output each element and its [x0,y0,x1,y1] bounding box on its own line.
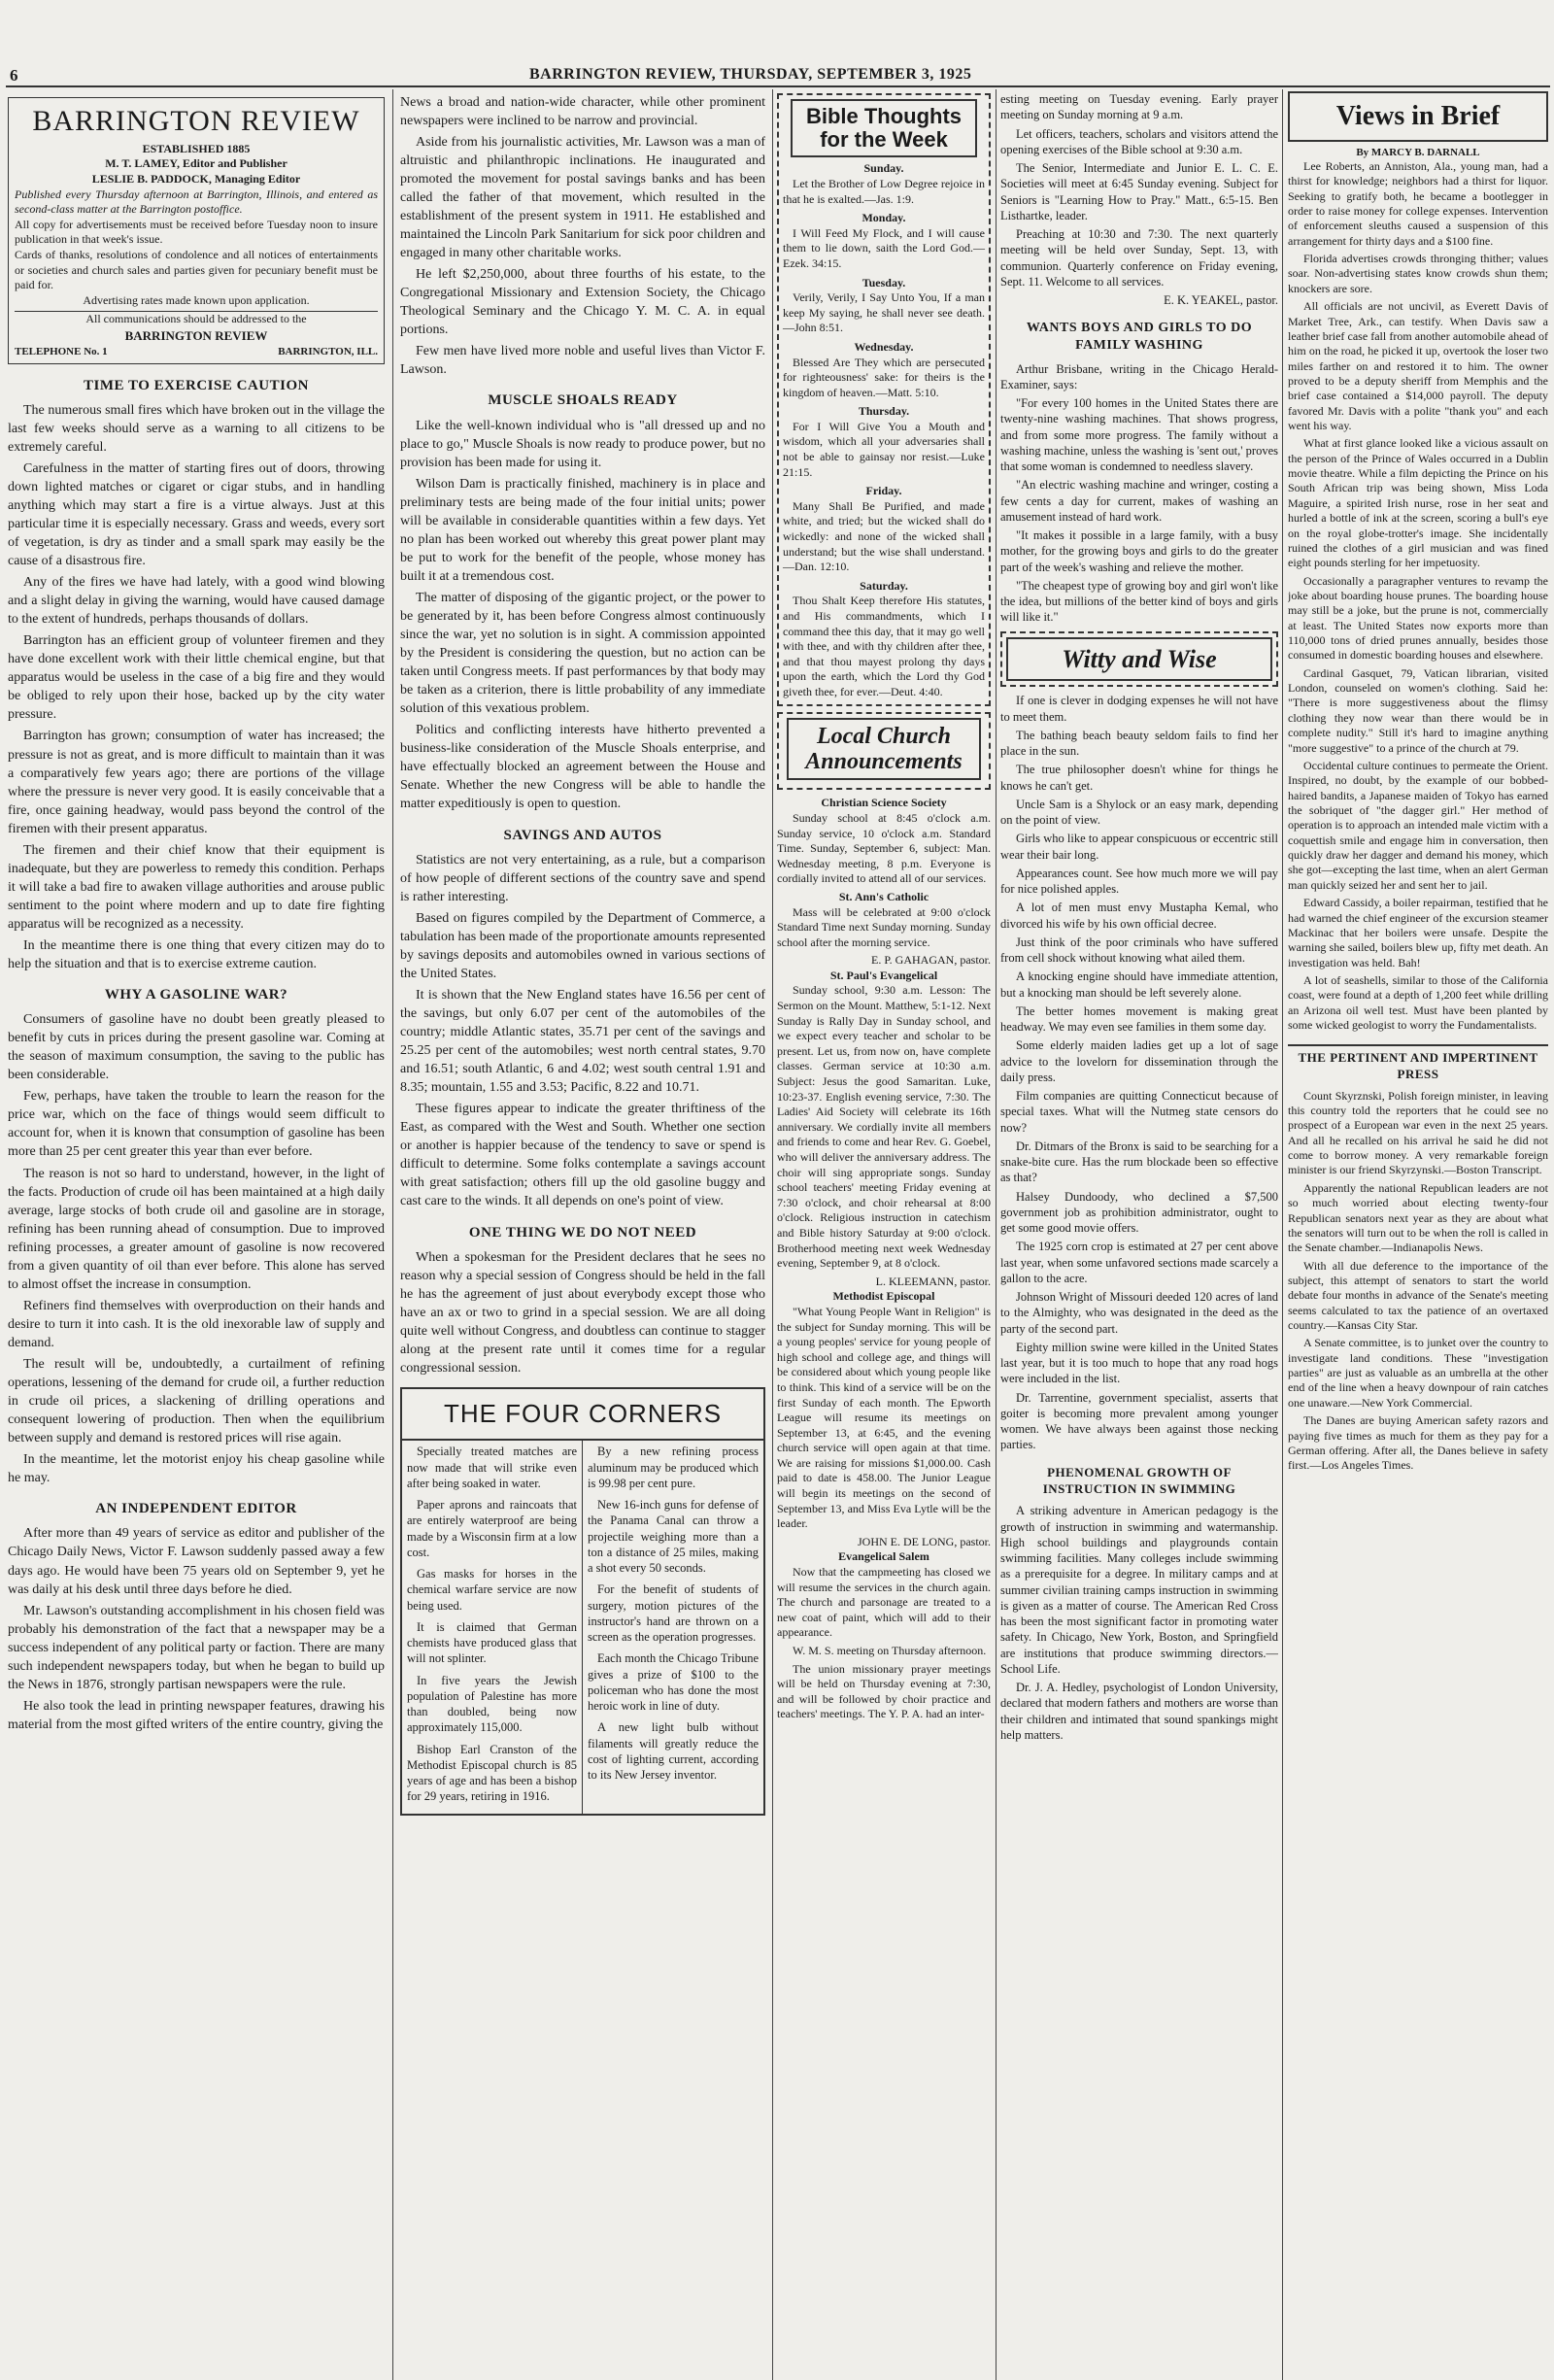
church-text: Sunday school at 8:45 o'clock a.m. Sunday service, 10 o'clock a.m. Standard Time. Sunday, September 6, subject: Man. Wednesday meeting, 8 p.m. Everyone is cordially invited to attend all of our services. [777,810,991,886]
witty-item: The bathing beach beauty seldom fails to find her place in the sun. [1000,728,1278,759]
article-paragraph: "It makes it possible in a large family, with a busy mother, for the growing boys and girls to do the greater part of the week's washing and relieve the mother. [1000,528,1278,574]
column-rule [392,89,393,2380]
article-paragraph: Statistics are not very entertaining, as a rule, but a comparison of how people of different sections of the country save and spend is rather interesting. [400,852,765,904]
article-paragraph: In the meantime, let the motorist enjoy his cheap gasoline while he may. [8,1451,385,1486]
column-5 [1288,91,1548,2380]
church-name: St. Ann's Catholic [838,889,929,903]
article-headline: MUSCLE SHOALS READY [488,392,678,409]
article-paragraph: "An electric washing machine and wringer, costing a few cents a day for current, makes of washing an amusement instead of hard work. [1000,478,1278,524]
header-rule [6,85,1550,87]
page-number: 6 [10,66,18,85]
masthead-title: BARRINGTON REVIEW [32,105,360,137]
column-4 [1000,91,1278,2380]
article-paragraph: Arthur Brisbane, writing in the Chicago Herald-Examiner, says: [1000,361,1278,391]
four-corners-item: New 16-inch guns for defense of the Panama Canal can throw a projectile weighing more than a ton a distance of 25 miles, making a shot every 50 seconds. [588,1498,759,1576]
masthead-rates: Advertising rates made known upon application. [83,292,310,307]
bible-day: Tuesday. [861,275,906,289]
article-paragraph: The matter of disposing of the gigantic project, or the power to be generated by it, has been before Congress almost continuously since the war, yet no solution is in sight. A commission appointed by the President is considering the question, but no action can be taken until Congress meets. If past performances by that body may be taken as a criterion, there is little probability of any immediate solution of this vexatious problem. [400,591,765,717]
bible-day: Wednesday. [854,339,914,354]
views-title-box [1288,91,1548,142]
four-corners-item: Specially treated matches are now made that will strike even after being soaked in water. [407,1445,577,1490]
article-paragraph: Mr. Lawson's outstanding accomplishment in his chosen field was probably his demonstration of the fact that a newspaper may be a success independent of any political party or faction. There are many such independent newspapers today, but when he began to build up the News in 1876, strongly partisan newspapers were the rule. [8,1603,385,1692]
article-paragraph: The reason is not so hard to understand, however, in the light of the facts. Production of crude oil has been maintained at a high daily average, large stocks of both crude oil and gasoline are in storage, refining has been running ahead of consumption. Due to improved refining processes, a greater amount of gasoline is now recovered from a given quantity of oil than ever before. This alone has served to almost offset the increase in consumption. [8,1166,385,1292]
article-paragraph: Dr. J. A. Hedley, psychologist of London University, declared that modern fathers and mothers are worse than their children and intimated that sound spankings might help matters. [1000,1681,1278,1742]
bible-day: Monday. [861,211,906,225]
article-paragraph: Cardinal Gasquet, 79, Vatican librarian, visited London, counseled on women's clothing. Said he: "There is more suggestiveness about the flimsy clothing they now wear than there would be in complete nudity." Still it's hard to imagine anything "more suggestive" to a prince of the church at 79. [1288,665,1548,755]
article-headline: PHENOMENAL GROWTH OF INSTRUCTION IN SWIMMING [1042,1464,1236,1496]
witty-item: Johnson Wright of Missouri deeded 120 acres of land to the Almighty, who was designated in the deed as the party of the second part. [1000,1290,1278,1336]
masthead-communications: All communications should be addressed to the [15,311,378,327]
article-paragraph: He left $2,250,000, about three fourths of his estate, to the Congregational Missionary and Extension Society, the Chicago Theological Seminary and the Chicago Y. M. C. A. in equal portions. [400,267,765,338]
church-signature: E. K. YEAKEL, pastor. [1164,293,1278,307]
witty-item: Appearances count. See how much more we will pay for nice polished apples. [1000,866,1278,897]
four-corners-title: THE FOUR CORNERS [402,1389,763,1441]
witty-item: The true philosopher doesn't whine for things he knows he can't get. [1000,763,1278,793]
witty-item: If one is clever in dodging expenses he will not have to meet them. [1000,694,1278,724]
article-paragraph: News a broad and nation-wide character, while other prominent newspapers were inclined to be narrow and provincial. [400,95,765,129]
church-signature: L. KLEEMANN, pastor. [875,1274,991,1288]
article-paragraph: The Senior, Intermediate and Junior E. L. C. E. Societies will meet at 6:45 Sunday evening. Subject for Seniors is "Learning How to Pray." Matt., 6:5-15. Ben Listhartke, leader. [1000,161,1278,222]
four-corners-item: Bishop Earl Cranston of the Methodist Episcopal church is 85 years of age and has been a bishop for 29 years, retiring in 1916. [407,1742,577,1804]
column-3 [777,93,991,2380]
article-paragraph: A lot of seashells, similar to those of the California coast, were found at a depth of 1,200 feet while drilling an Arizona oil well test. Must have been planted by some wicked geologist to worry the Fundamentalists. [1288,972,1548,1033]
article-paragraph: Lee Roberts, an Anniston, Ala., young man, had a thirst for knowledge; neighbors had a thirst for liquor. Seeking to gratify both, he became a bootlegger in order to raise money for college expenses. Intervention of enforcement sleuths caused a suspension of this arrangement for thirty days and a $100 fine. [1288,158,1548,248]
article-paragraph: A striking adventure in American pedagogy is the growth of instruction in swimming and watermanship. High school buildings and playgrounds contain swimming facilities. Many colleges include swimming as a prerequisite for a degree. In military camps and at summer civilian training camps instruction in swimming is given as a matter of course. The American Red Cross has been the most significant factor in promoting water safety. In Chicago, New York, Boston, and Springfield are institutions that produce swimming directors.—School Life. [1000,1504,1278,1676]
bible-day: Friday. [865,484,902,498]
article-headline: TIME TO EXERCISE CAUTION [84,377,309,393]
bible-verse: Let the Brother of Low Degree rejoice in that he is exalted.—Jas. 1:9. [783,176,985,206]
four-corners-item: For the benefit of students of surgery, motion pictures of the instructor's hand are thrown on a screen as the operation progresses. [588,1582,759,1645]
masthead-box [8,97,385,364]
article-paragraph: "For every 100 homes in the United States there are twenty-nine washing machines. That shows progress, and from some more progress. The family without a washing machine, unless the washing is 'sent out,' proves that some woman is condemned to needless slavery. [1000,396,1278,474]
article-paragraph: Few men have lived more noble and useful lives than Victor F. Lawson. [400,344,765,378]
article-paragraph: Edward Cassidy, a boiler repairman, testified that he had warned the chief engineer of the excursion steamer Mackinac that her boilers were unsafe. Despite the warning she sailed, boilers blew up, fifty met death. An investigation was held. Bah! [1288,896,1548,969]
church-name: Methodist Episcopal [832,1289,935,1304]
masthead-established: ESTABLISHED 1885 [142,141,251,155]
witty-item: Eighty million swine were killed in the United States last year, but it is too much to hope that any road hogs were included in the list. [1000,1340,1278,1386]
bible-verse: For I Will Give You a Mouth and wisdom, which all your adversaries shall not be able to gainsay nor resist.—Luke 21:15. [783,419,985,479]
article-paragraph: These figures appear to indicate the greater thriftiness of the East, as compared with the West and South. Whether one section or another is happier because of the tendency to save or spend is difficult to determine. Some folks contemplate a savings account with great satisfaction; others fill up the old gasoline buggy and cast care to the winds. It all depends on one's point of view. [400,1102,765,1209]
article-paragraph: Carefulness in the matter of starting fires out of doors, throwing down lighted matches or cigaret or cigar stubs, and in handling anything which may start a fire is a virtue always. Just at this particular time it is especially necessary. Grass and weeds, every sort of vegetation, is dry as tinder and a small spark may easily be the cause of a disastrous fire. [8,461,385,569]
article-paragraph: Count Skyrznski, Polish foreign minister, in leaving this country told the reporters that he could see no prospect of a European war even in the next 25 years. And all he recalled on his arrival he said he did not come to borrow money. A very remarkable foreign minister is our friend Skyrzynski.—Boston Transcript. [1288,1088,1548,1177]
column-2 [400,93,765,2380]
masthead-managing-editor: LESLIE B. PADDOCK, Managing Editor [91,171,301,186]
witty-list [1000,693,1278,1452]
article-paragraph: In the meantime there is one thing that every citizen may do to help the situation and that is to exercise extreme caution. [8,937,385,971]
bible-day: Thursday. [858,404,910,419]
article-paragraph: Florida advertises crowds thronging thither; values soar. Non-advertising states know crowds shun them; knockers are sore. [1288,252,1548,295]
article-paragraph: A Senate committee, is to junket over the country to investigate land conditions. These "investigation parties" are just as valuable as an umbrella at the other end of the line when a heavy downpour of rain catches one unaware.—New York Commercial. [1288,1336,1548,1410]
article-paragraph: The firemen and their chief know that their equipment is inadequate, but they are powerless to remedy this condition. Perhaps it will take a bad fire to awaken village authorities and arouse public sentiment to the point where modern and up to date fire fighting apparatus will be recognized as a necessity. [8,842,385,932]
article-paragraph: Based on figures compiled by the Department of Commerce, a tabulation has been made of the proportionate amounts represented by savings deposits and automobiles owned in various sections of the United States. [400,911,765,982]
church-text: Now that the campmeeting has closed we will resume the services in the church again. The church and parsonage are treated to a new coat of paint, which will add to their appearance. [777,1565,991,1640]
four-corners-item: Gas masks for horses in the chemical warfare service are now being used. [407,1567,577,1613]
witty-wise-box [1000,631,1278,688]
column-rule [1282,89,1283,2380]
article-headline: THE PERTINENT AND IMPERTINENT PRESS [1288,1044,1548,1082]
article-paragraph: Let officers, teachers, scholars and visitors attend the opening exercises of the Bible school at 9:30 a.m. [1000,126,1278,156]
column-rule [772,89,773,2380]
witty-item: Halsey Dundoody, who declined a $7,500 government job as prohibition administrator, ought to get some good movie offers. [1000,1189,1278,1236]
article-paragraph: When a spokesman for the President declares that he sees no reason why a special session of Congress should be held in the fall he has the agreement of just about everybody except those who have an ax or two to grind in a special session. We are all doing quite well without Congress, and doubtless can continue to stagger along at the present rate until it comes time for a regular congressional session. [400,1249,765,1377]
witty-wise-title: Witty and Wise [1062,644,1217,673]
article-paragraph: Consumers of gasoline have no doubt been greatly pleased to benefit by cuts in prices during the present gasoline war. Coming at the season of maximum consumption, the saving to the public has been considerable. [8,1012,385,1083]
witty-item: A lot of men must envy Mustapha Kemal, who divorced his wife by his own official decree. [1000,901,1278,931]
article-paragraph: Barrington has grown; consumption of water has increased; the pressure is not as great, and is more difficult to maintain than it was a comparatively few years ago; there are portions of the village where the pressure is never very good. It is easily conceivable that a fire, once gaining headway, would pass beyond the control of the firemen with their present apparatus. [8,729,385,836]
views-title: Views in Brief [1335,101,1501,131]
church-signature: JOHN E. DE LONG, pastor. [858,1534,991,1548]
article-paragraph: What at first glance looked like a vicious assault on the person of the Prince of Wales occurred in a Dublin movie theatre. While a film depicting the Prince on his South African trip was being shown, Miss Loda Maguire, a spirited Irish nurse, rose in her seat and hurled a bottle of ink at the screen, scoring a bull's eye on the royal globe-trotter's image. She incidentally ruined the clothes of a girl musician and was fined eight pounds sterling for her impetuosity. [1288,436,1548,570]
masthead-publication-info: Published every Thursday afternoon at Barrington, Illinois, and entered as second-class matter at the Barrington postoffice. [15,187,378,217]
four-corners-item: Paper aprons and raincoats that are entirely waterproof are being made by a Wisconsin firm at a low cost. [407,1498,577,1559]
article-paragraph: The result will be, undoubtedly, a curtailment of refining operations, lessening of the demand for crude oil, a further reduction in crude oil prices, a slackening of drilling operations and consequent lowering of production. Then when the equilibrium between supply and demand is restored prices will rise again. [8,1356,385,1445]
church-text: "What Young People Want in Religion" is the subject for Sunday morning. This will be a young peoples' service for young people of high school and college age, and things will be considered about which young people like to think. This kind of a service will be on the first Sunday of each month. The Epworth League will resume its meetings on September 13, at 6:45, and the evening church service will open again at that time. We are raising for missions $1,000.00. Cash paid to date is 458.00. The Junior League will begin its meetings on the second of September 13, and Miss Eva Lytle will be the leader. [777,1304,991,1531]
article-paragraph: esting meeting on Tuesday evening. Early prayer meeting on Sunday morning at 9 a.m. [1000,92,1278,122]
article-paragraph: Like the well-known individual who is "all dressed up and no place to go," Muscle Shoals is now ready to produce power, but no provision has been made for using it. [400,418,765,470]
witty-item: Just think of the poor criminals who have suffered from cell shock without knowing what ailed them. [1000,935,1278,966]
bible-thoughts-box [777,93,991,706]
witty-item: Uncle Sam is a Shylock or an easy mark, depending on the point of view. [1000,797,1278,828]
four-corners-box [400,1387,765,1816]
article-paragraph: Barrington has an efficient group of volunteer firemen and they have done excellent work with their little chemical engine, but that apparatus would be useless in the case of a big fire and they would be obliged to rely upon their hose, backed up by the city water pressure. [8,633,385,723]
article-paragraph: The Danes are buying American safety razors and paying five times as much for them as they pay for a German offering. After all, the Danes believe in safety first.—Los Angeles Times. [1288,1413,1548,1473]
bible-day: Sunday. [863,161,904,176]
bible-thoughts-title: Bible Thoughts for the Week [805,104,963,153]
article-headline: WHY A GASOLINE WAR? [104,986,288,1003]
bible-verse: Verily, Verily, I Say Unto You, If a man keep My saying, he shall never see death.—John 8:51. [783,290,985,335]
witty-item: Girls who like to appear conspicuous or eccentric still wear their bair long. [1000,832,1278,862]
article-paragraph: Preaching at 10:30 and 7:30. The next quarterly meeting will be held over Sunday, Sept. 13, with communion. Quarterly conference on Friday evening, Sept. 11. Welcome to all services. [1000,227,1278,289]
article-headline: AN INDEPENDENT EDITOR [95,1501,297,1517]
article-paragraph: Any of the fires we have had lately, with a good wind blowing and a slight delay in giving the warning, would have caused damage to the extent of hundreds, perhaps thousands of dollars. [8,575,385,628]
bible-days-list [783,161,985,699]
church-title: Local Church Announcements [805,723,963,774]
article-paragraph: Politics and conflicting interests have hitherto prevented a business-like consideration of the Muscle Shoals enterprise, and have effectually blocked an agreement between the House and Senate. Whether the new Congress will be able to handle the matter expeditiously is open to question. [400,723,765,812]
article-headline: ONE THING WE DO NOT NEED [468,1224,697,1241]
four-corners-item: In five years the Jewish population of Palestine has more than doubled, being now approximately 115,000. [407,1673,577,1735]
four-corners-item: Each month the Chicago Tribune gives a prize of $100 to the policeman who has done the most heroic work in line of duty. [588,1651,759,1714]
article-paragraph: Aside from his journalistic activities, Mr. Lawson was a man of altruistic and philanthropic inclinations. He inaugurated and promoted the movement for postal savings banks and has been called the father of that movement, which resulted in the establishment of the present system in 1911. He established and maintained the Lincoln Park Sanitarium for sick poor children and engaged in many other charitable works. [400,135,765,261]
article-paragraph: The numerous small fires which have broken out in the village the last few weeks should serve as a warning to all citizens to be extremely careful. [8,402,385,455]
church-signature: E. P. GAHAGAN, pastor. [871,953,991,968]
four-corners-left [402,1441,583,1813]
witty-item: Dr. Ditmars of the Bronx is said to be searching for a snake-bite cure. Has the rum blockade been so effective as that? [1000,1139,1278,1185]
four-corners-item: By a new refining process aluminum may be produced which is 99.98 per cent pure. [588,1445,759,1490]
bible-day: Saturday. [860,578,908,593]
masthead-contact-row [15,345,378,359]
article-paragraph: All officials are not uncivil, as Everett Davis of Market Tree, Ark., can testify. When Davis saw a leather brief case fall from another automobile ahead of him on the road, he picked it up, overtook the loser two miles farther on and restored it to him. The owner proved to be a deputy sheriff from Memphis and the brief case contained a $14,000 payroll. The deputy favored Mr. Davis with a polite "thank you" and each went his way. [1288,299,1548,433]
masthead-address-name: BARRINGTON REVIEW [124,327,268,343]
masthead-copy-deadline: All copy for advertisements must be received before Tuesday noon to insure publication in that week's issue. [15,217,378,247]
witty-item: Dr. Tarrentine, government specialist, asserts that goiter is becoming more prevalent among younger women. We have always been against those necking parties. [1000,1390,1278,1452]
article-paragraph: "The cheapest type of growing boy and girl won't like the idea, but millions of the better kind of boys and girls will like it." [1000,578,1278,625]
column-rule [996,89,997,2380]
article-paragraph: With all due deference to the importance of the subject, this attempt of senators to start the world debate four months in advance of the Senate's meeting seems calculated to tax the patience of an overtaxed country.—Kansas City Star. [1288,1258,1548,1333]
witty-item: Film companies are quitting Connecticut because of special taxes. What will the Nutmeg state censors do now? [1000,1089,1278,1135]
church-box [777,712,991,791]
bible-verse: Blessed Are They which are persecuted for righteousness' sake: for theirs is the kingdom of heaven.—Matt. 5:10. [783,355,985,399]
church-title-box [787,718,981,781]
church-text: Sunday school, 9:30 a.m. Lesson: The Sermon on the Mount. Matthew, 5:1-12. Next Sunday is Rally Day in Sunday school, and we expect every teacher and scholar to be present. Let us, from now on, have complete classes. German service at 10:30 a.m. Subject: Jesus the good Samaritan. Luke, 10:23-37. English evening service, 7:30. The Ladies' Aid Society will celebrate its 16th anniversary. We cordially invite all members and friends to come and hear Rev. G. Goebel, who will deliver the anniversary address. The choir will sing appropriate songs. Sunday school teachers' meeting Friday evening at 7:30 o'clock, and choir rehearsal at 8:00 o'clock. Religious instruction in catechism and Bible history Saturday at 9:00 o'clock. Brotherhood meeting next week Wednesday evening, September 9, at 8 o'clock. [777,983,991,1271]
bible-verse: Many Shall Be Purified, and made white, and tried; but the wicked shall do wickedly: and none of the wicked shall understand; but the wise shall understand.—Dan. 12:10. [783,498,985,574]
witty-item: Some elderly maiden ladies get up a lot of sage advice to the lovelorn for dissemination through the daily press. [1000,1038,1278,1084]
article-paragraph: He also took the lead in printing newspaper features, drawing his material from the most gifted writers of the entire country, giving the [8,1698,385,1732]
running-head: BARRINGTON REVIEW, THURSDAY, SEPTEMBER 3, 1925 [529,66,972,83]
church-text: Mass will be celebrated at 9:00 o'clock Standard Time next Sunday morning. Sunday school after the morning service. [777,904,991,949]
article-paragraph: Few, perhaps, have taken the trouble to learn the reason for the price war, which on the face of things would seem difficult to account for, when it is known that consumption of gasoline has been more than 25 per cent greater this year than ever before. [8,1089,385,1160]
article-headline: SAVINGS AND AUTOS [503,827,662,843]
masthead-notices: Cards of thanks, resolutions of condolence and all notices of entertainments or societies and church sales and parties given for pecuniary benefit must be paid for. [15,247,378,292]
witty-wise-title-box [1006,637,1272,682]
views-byline: By MARCY B. DARNALL [1356,146,1480,158]
masthead-telephone: TELEPHONE No. 1 [15,345,108,357]
four-corners-item: A new light bulb without filaments will greatly reduce the cost of lighting current, according to its New Jersey inventor. [588,1720,759,1783]
article-paragraph: Refiners find themselves with overproduction on their hands and desire to turn it into cash. It is the old inexorable law of supply and demand. [8,1298,385,1350]
article-paragraph: After more than 49 years of service as editor and publisher of the Chicago Daily News, Victor F. Lawson suddenly passed away a few days ago. He would have been 75 years old on September 9, yet he was daily at his desk until three days before he died. [8,1526,385,1597]
article-headline: WANTS BOYS AND GIRLS TO DO FAMILY WASHING [1026,321,1253,354]
witty-item: The 1925 corn crop is estimated at 27 per cent above last year, when some unfavored sections made scarcely a gallon to the acre. [1000,1240,1278,1285]
bible-verse: I Will Feed My Flock, and I will cause them to lie down, saith the Lord God.—Ezek. 34:15. [783,225,985,270]
church-text: The union missionary prayer meetings will be held on Thursday evening at 7:30, and will be followed by choir practice and teachers' meetings. The Y. P. A. had an inter- [777,1661,991,1721]
article-paragraph: Occidental culture continues to permeate the Orient. Inspired, no doubt, by the example of our bobbed-haired bandits, a Japanese maiden of Tokyo has earned the sobriquet of "the dagger girl." Her method of operation is to approach an intended male victim with a coquettish smile and engage him in conversation, then quickly draw her dagger and demand his money, which she got—excepting the last time, when an alert German man quickly seized her and sent her to jail. [1288,758,1548,892]
masthead-city: BARRINGTON, ILL. [278,345,378,357]
church-text: W. M. S. meeting on Thursday afternoon. [793,1644,987,1657]
witty-item: The better homes movement is making great headway. We may even see families in them some day. [1000,1003,1278,1035]
four-corners-item: It is claimed that German chemists have produced glass that will not splinter. [407,1619,577,1666]
four-corners-right [583,1441,763,1813]
column-1 [8,97,385,2380]
bible-thoughts-title-box [791,99,977,157]
four-corners-body [402,1441,763,1813]
article-paragraph: It is shown that the New England states have 16.56 per cent of the savings, but only 6.07 per cent of the automobiles of the country; middle Atlantic states, 35.71 per cent of the savings and 25.25 per cent of the automobiles; west north central states, 9.70 and 16.51; south Atlantic, 6 and 4.02; west south central 1.91 and 8.35; mountain, 1.55 and 3.53; Pacific, 8.22 and 10.71. [400,988,765,1096]
masthead-editor: M. T. LAMEY, Editor and Publisher [105,156,287,171]
bible-verse: Thou Shalt Keep therefore His statutes, and His commandments, which I command thee this day, that it may go well with thee, and with thy children after thee, and that thou mayest prolong thy days upon the earth, which the Lord thy God giveth thee, for ever.—Deut. 4:40. [783,594,985,698]
article-paragraph: Apparently the national Republican leaders are not so much worried about electing twenty-four Republican senators next year as they are about what the senators will turn out to be when the roll is called in the Senate chamber.—Indianapolis News. [1288,1180,1548,1255]
article-paragraph: Occasionally a paragrapher ventures to revamp the joke about boarding house prunes. The boarding house may still be a joke, but the prune is not, commercially at least. The United States now exports more than 110,000 tons of dried prunes annually, besides those consumed in domestic boarding houses and elsewhere. [1288,573,1548,663]
article-paragraph: Wilson Dam is practically finished, machinery is in place and preliminary tests are being made of the four initial units; power will be available in considerable quantities within a few days. Yet no plan has been worked out whereby this great power plant may be put to work for the benefit of the people, whose money has built it at a tremendous cost. [400,476,765,585]
church-name: St. Paul's Evangelical [829,968,938,982]
witty-item: A knocking engine should have immediate attention, but a knocking man should be left severely alone. [1000,969,1278,1000]
church-name: Evangelical Salem [838,1549,929,1564]
church-name: Christian Science Society [821,796,947,810]
